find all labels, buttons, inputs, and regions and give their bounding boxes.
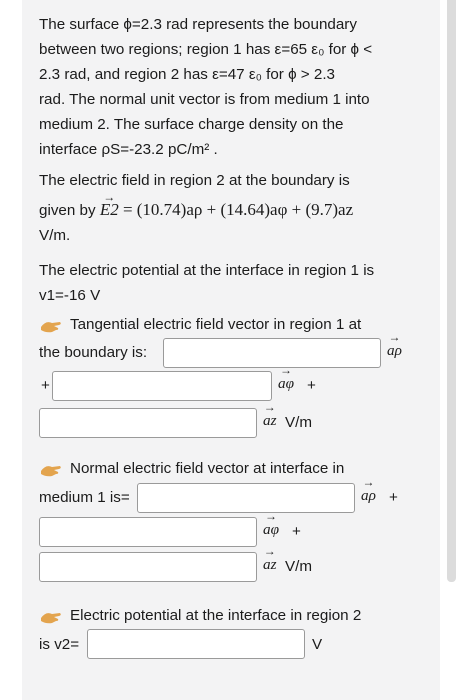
field-line: The electric field in region 2 at the boundary is xyxy=(39,172,350,189)
q2-rho-unit-vector: → aρ xyxy=(361,487,376,505)
problem-line: medium 2. The surface charge density on the xyxy=(39,116,344,133)
field-text xyxy=(39,168,424,248)
q1-unit: V/m xyxy=(285,414,313,431)
q3-title-line2: is v2= xyxy=(39,636,80,653)
q2-title-line1: Normal electric field vector at interface in xyxy=(70,460,345,477)
q1-title-line1: Tangential electric field vector in region 1 at xyxy=(70,316,362,333)
problem-line: interface ρS=-23.2 pC/m² . xyxy=(39,141,218,158)
e2-vector: → E2 xyxy=(100,197,119,222)
q2-phi-plus: + xyxy=(292,523,301,540)
problem-line: 2.3 rad, and region 2 has ε=47 ε₀ for ϕ > 2.3 xyxy=(39,66,336,83)
q1-z-unit-vector: → az xyxy=(263,412,277,430)
given-by-label: given by xyxy=(39,202,96,219)
problem-line: rad. The normal unit vector is from medium 1 into xyxy=(39,91,370,108)
hand-icon xyxy=(40,609,62,625)
hand-icon xyxy=(40,318,62,334)
q2-z-input[interactable] xyxy=(39,552,257,582)
q1-phi-input[interactable] xyxy=(52,371,272,401)
q1-rho-unit-vector: → aρ xyxy=(387,342,402,360)
field-unit: V/m. xyxy=(39,227,71,244)
q2-title-line2: medium 1 is= xyxy=(39,489,130,506)
q3-unit: V xyxy=(312,636,323,653)
q1-phi-plus: + xyxy=(307,377,316,394)
q1-plus: + xyxy=(41,377,50,394)
problem-text xyxy=(39,12,424,162)
q2-unit: V/m xyxy=(285,558,313,575)
q3-v2-input[interactable] xyxy=(87,629,305,659)
potential-text xyxy=(39,258,424,308)
hand-icon xyxy=(40,462,62,478)
q2-rho-plus: + xyxy=(389,489,398,506)
scrollbar[interactable] xyxy=(447,0,456,582)
q2-z-unit-vector: → az xyxy=(263,556,277,574)
q2-phi-unit-vector: → aφ xyxy=(263,521,279,539)
problem-line: between two regions; region 1 has ε=65 ε₀ for ϕ < xyxy=(39,41,373,58)
q1-phi-unit-vector: → aφ xyxy=(278,375,294,393)
q1-rho-input[interactable] xyxy=(163,338,381,368)
field-equation: = (10.74)aρ + (14.64)aφ + (9.7)az xyxy=(122,200,354,219)
q3-title-line1: Electric potential at the interface in region 2 xyxy=(70,607,362,624)
q1-title-line2: the boundary is: xyxy=(39,344,148,361)
potential-line: v1=-16 V xyxy=(39,287,101,304)
q1-z-input[interactable] xyxy=(39,408,257,438)
field-equation-line xyxy=(39,197,424,223)
q2-rho-input[interactable] xyxy=(137,483,355,513)
q2-phi-input[interactable] xyxy=(39,517,257,547)
problem-line: The surface ϕ=2.3 rad represents the boundary xyxy=(39,16,357,33)
potential-line: The electric potential at the interface in region 1 is xyxy=(39,262,375,279)
